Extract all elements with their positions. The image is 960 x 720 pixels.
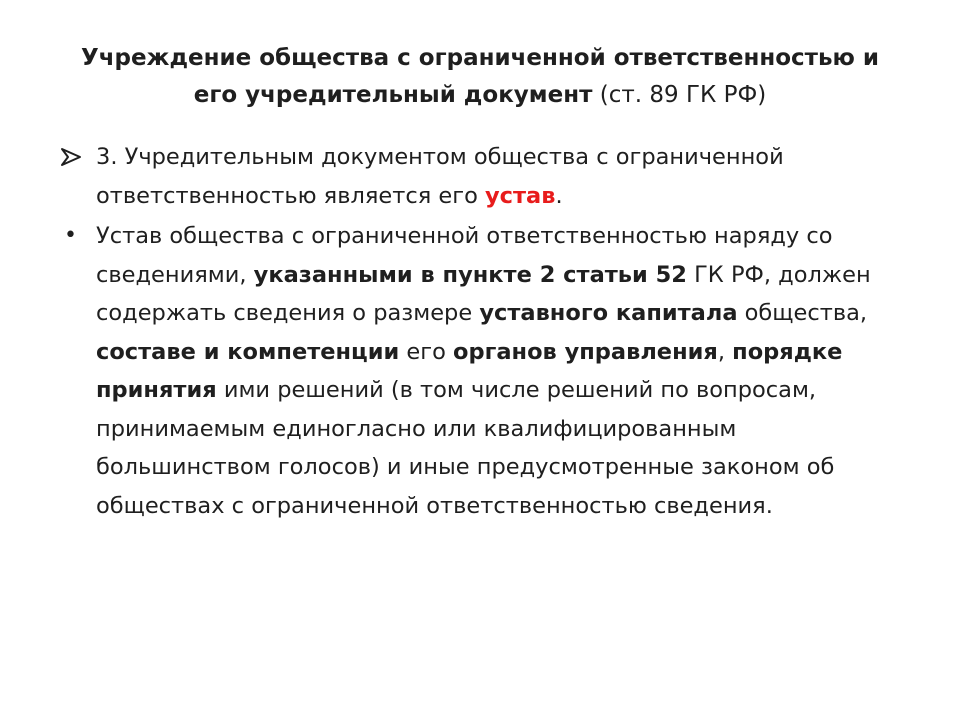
title-line-2-bold: его учредительный документ xyxy=(193,82,593,108)
item-2-seg-4: уставного капитала xyxy=(479,300,738,326)
item-2-seg-6: составе и компетенции xyxy=(96,338,400,365)
item-2-seg-2: указанными в пункте 2 статьи 52 xyxy=(253,261,687,288)
title-line-1: Учреждение общества с ограниченной ответственностью и xyxy=(80,45,880,71)
title-line-2-normal: (ст. 89 ГК РФ) xyxy=(592,82,767,108)
item-1-text: 3. Учредительным документом общества с ограниченной ответственностью является его xyxy=(96,144,784,209)
slide-content xyxy=(60,138,890,527)
title-line-2 xyxy=(40,77,920,114)
arrow-icon xyxy=(60,138,84,176)
item-1-end: . xyxy=(555,182,563,209)
item-2-seg-1: Устав общества с ограниченной ответственностью наряду со сведениями, xyxy=(96,223,833,288)
bullet-dot-icon: • xyxy=(64,223,77,248)
item-2-seg-9: , xyxy=(717,338,733,365)
item-2-seg-3: ГК РФ, должен содержать сведения о размере xyxy=(96,261,871,326)
item-2-seg-8: органов управления xyxy=(453,338,718,365)
item-2-seg-11: ими решений (в том числе решений по вопросам, принимаемым единогласно или квалифицированным большинством голосов) и иные предусмотренные законом об обществах с ограниченной ответственностью сведения. xyxy=(96,377,835,519)
list-item xyxy=(60,217,890,525)
list-item xyxy=(60,138,890,215)
item-2-seg-7: его xyxy=(399,338,454,365)
item-1-highlight: устав xyxy=(484,182,556,209)
item-2-seg-5: общества, xyxy=(737,300,868,326)
slide-title xyxy=(40,40,920,114)
item-2-seg-10: порядке принятия xyxy=(96,338,843,403)
